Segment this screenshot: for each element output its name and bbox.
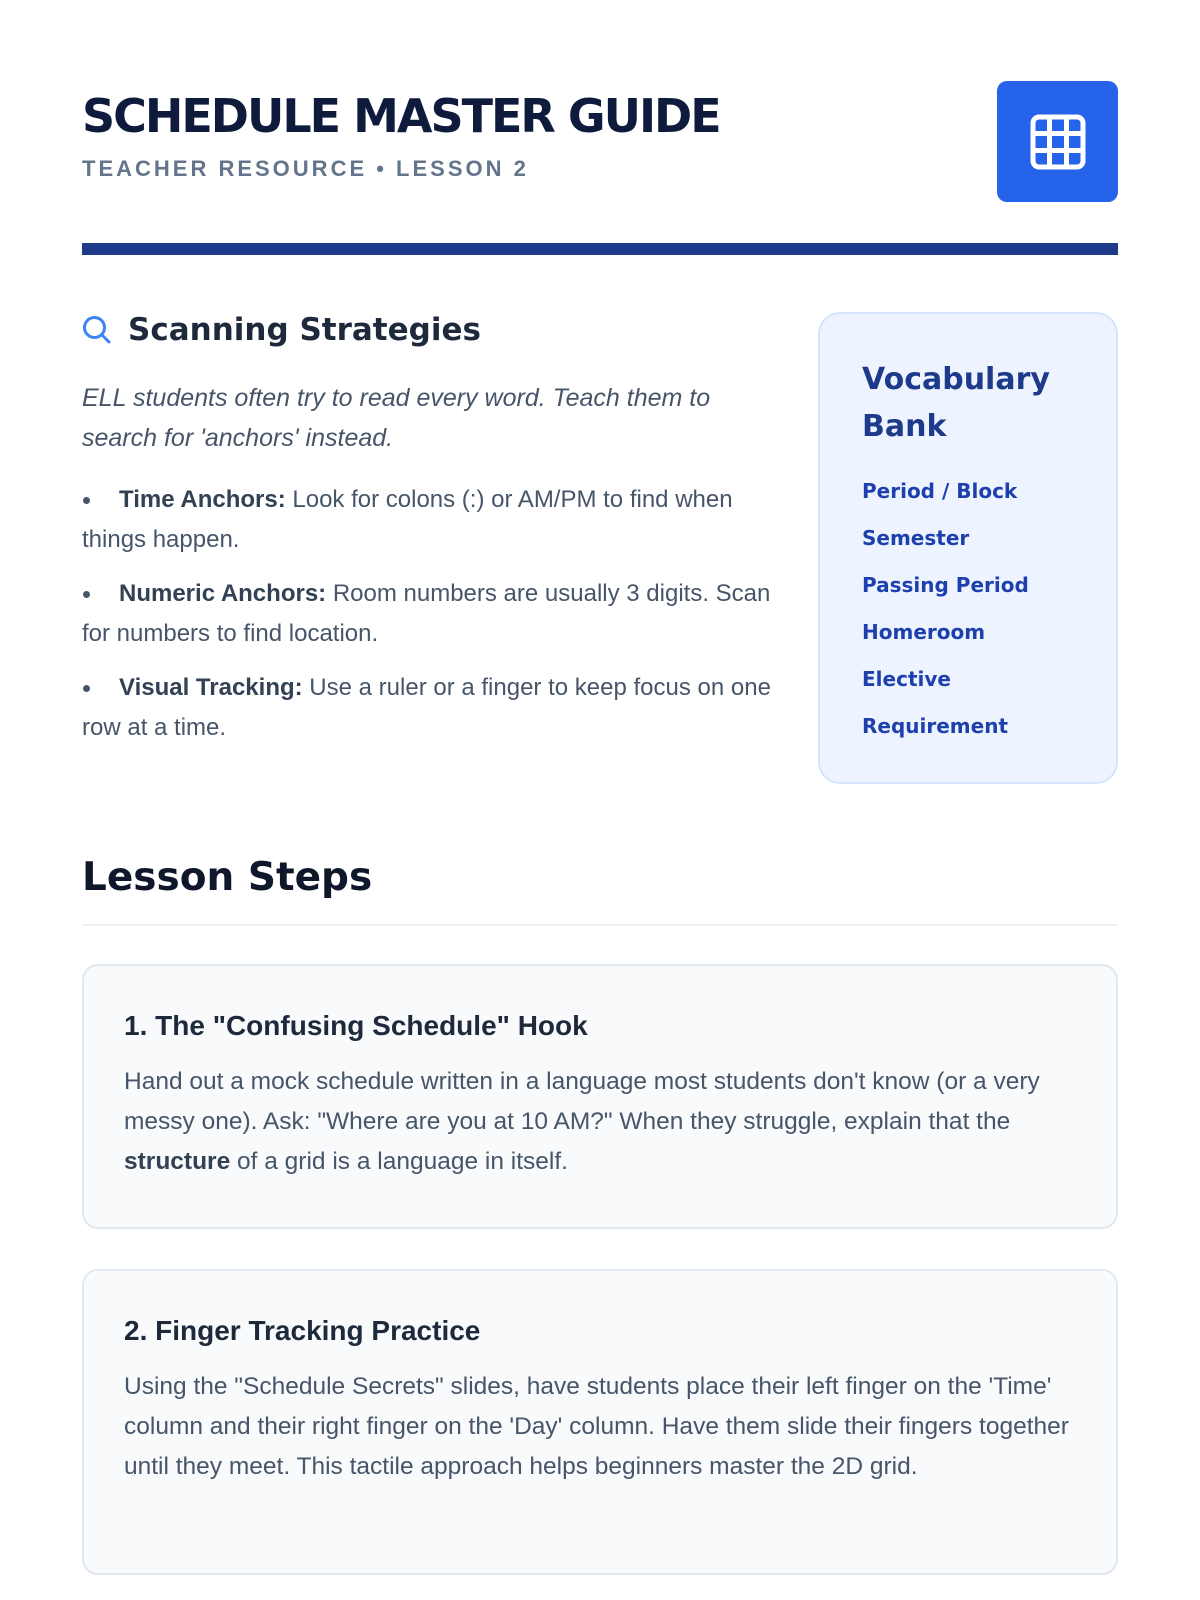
strategies-header — [82, 310, 772, 350]
strategy-term: Visual Tracking: — [119, 674, 303, 701]
strategies-intro: ELL students often try to read every word. Teach them to search for 'anchors' instead. — [82, 384, 711, 452]
search-icon — [82, 315, 112, 345]
vocabulary-title: Vocabulary Bank — [862, 362, 1050, 444]
vocabulary-word: Requirement — [862, 714, 1009, 738]
strategies-title: Scanning Strategies — [128, 312, 481, 348]
grid-icon — [1030, 114, 1086, 170]
strategy-text: Look for colons (:) or AM/PM to find when things happen. — [82, 486, 733, 553]
page-subtitle: TEACHER RESOURCE • LESSON 2 — [82, 156, 529, 181]
page-title: SCHEDULE MASTER GUIDE — [82, 89, 720, 143]
lesson-step-card — [82, 1269, 1118, 1575]
bullet-icon — [83, 591, 90, 598]
strategy-text: Room numbers are usually 3 digits. Scan for numbers to find location. — [82, 580, 771, 647]
vocabulary-word: Semester — [862, 526, 970, 550]
list-item — [82, 668, 772, 748]
step-title: 1. The "Confusing Schedule" Hook — [124, 1010, 588, 1041]
strategy-term: Numeric Anchors: — [119, 580, 327, 607]
step-body-text: Hand out a mock schedule written in a language most students don't know (or a very messy one). Ask: "Where are you at 10 AM?" When they struggle, explain that the — [124, 1068, 1040, 1135]
vocabulary-word: Homeroom — [862, 620, 986, 644]
step-title: 2. Finger Tracking Practice — [124, 1315, 481, 1346]
strategy-term: Time Anchors: — [119, 486, 286, 513]
strategies-list — [82, 480, 772, 748]
page-header — [82, 0, 1118, 200]
vocabulary-bank — [818, 312, 1118, 784]
list-item — [82, 480, 772, 560]
vocabulary-list — [862, 468, 1074, 750]
lesson-step-card — [82, 964, 1118, 1229]
header-divider — [82, 243, 1118, 255]
vocabulary-word: Passing Period — [862, 573, 1029, 597]
vocabulary-word: Elective — [862, 667, 951, 691]
list-item — [82, 574, 772, 654]
step-body — [124, 1062, 1076, 1182]
lesson-steps-heading: Lesson Steps — [82, 855, 373, 900]
strategy-text: Use a ruler or a finger to keep focus on one row at a time. — [82, 674, 771, 741]
bullet-icon — [83, 685, 90, 692]
lesson-steps-divider — [82, 924, 1118, 926]
scanning-strategies-section — [82, 310, 772, 762]
step-body-text: of a grid is a language in itself. — [230, 1148, 568, 1175]
grid-logo — [997, 81, 1118, 202]
step-body-emphasis: structure — [124, 1148, 231, 1175]
vocabulary-word: Period / Block — [862, 479, 1018, 503]
bullet-icon — [83, 497, 90, 504]
step-body: Using the "Schedule Secrets" slides, have students place their left finger on the 'Time' column and their right finger on the 'Day' column. Have them slide their fingers together until they meet. This tactile approach helps beginners master the 2D grid. — [124, 1373, 1069, 1480]
